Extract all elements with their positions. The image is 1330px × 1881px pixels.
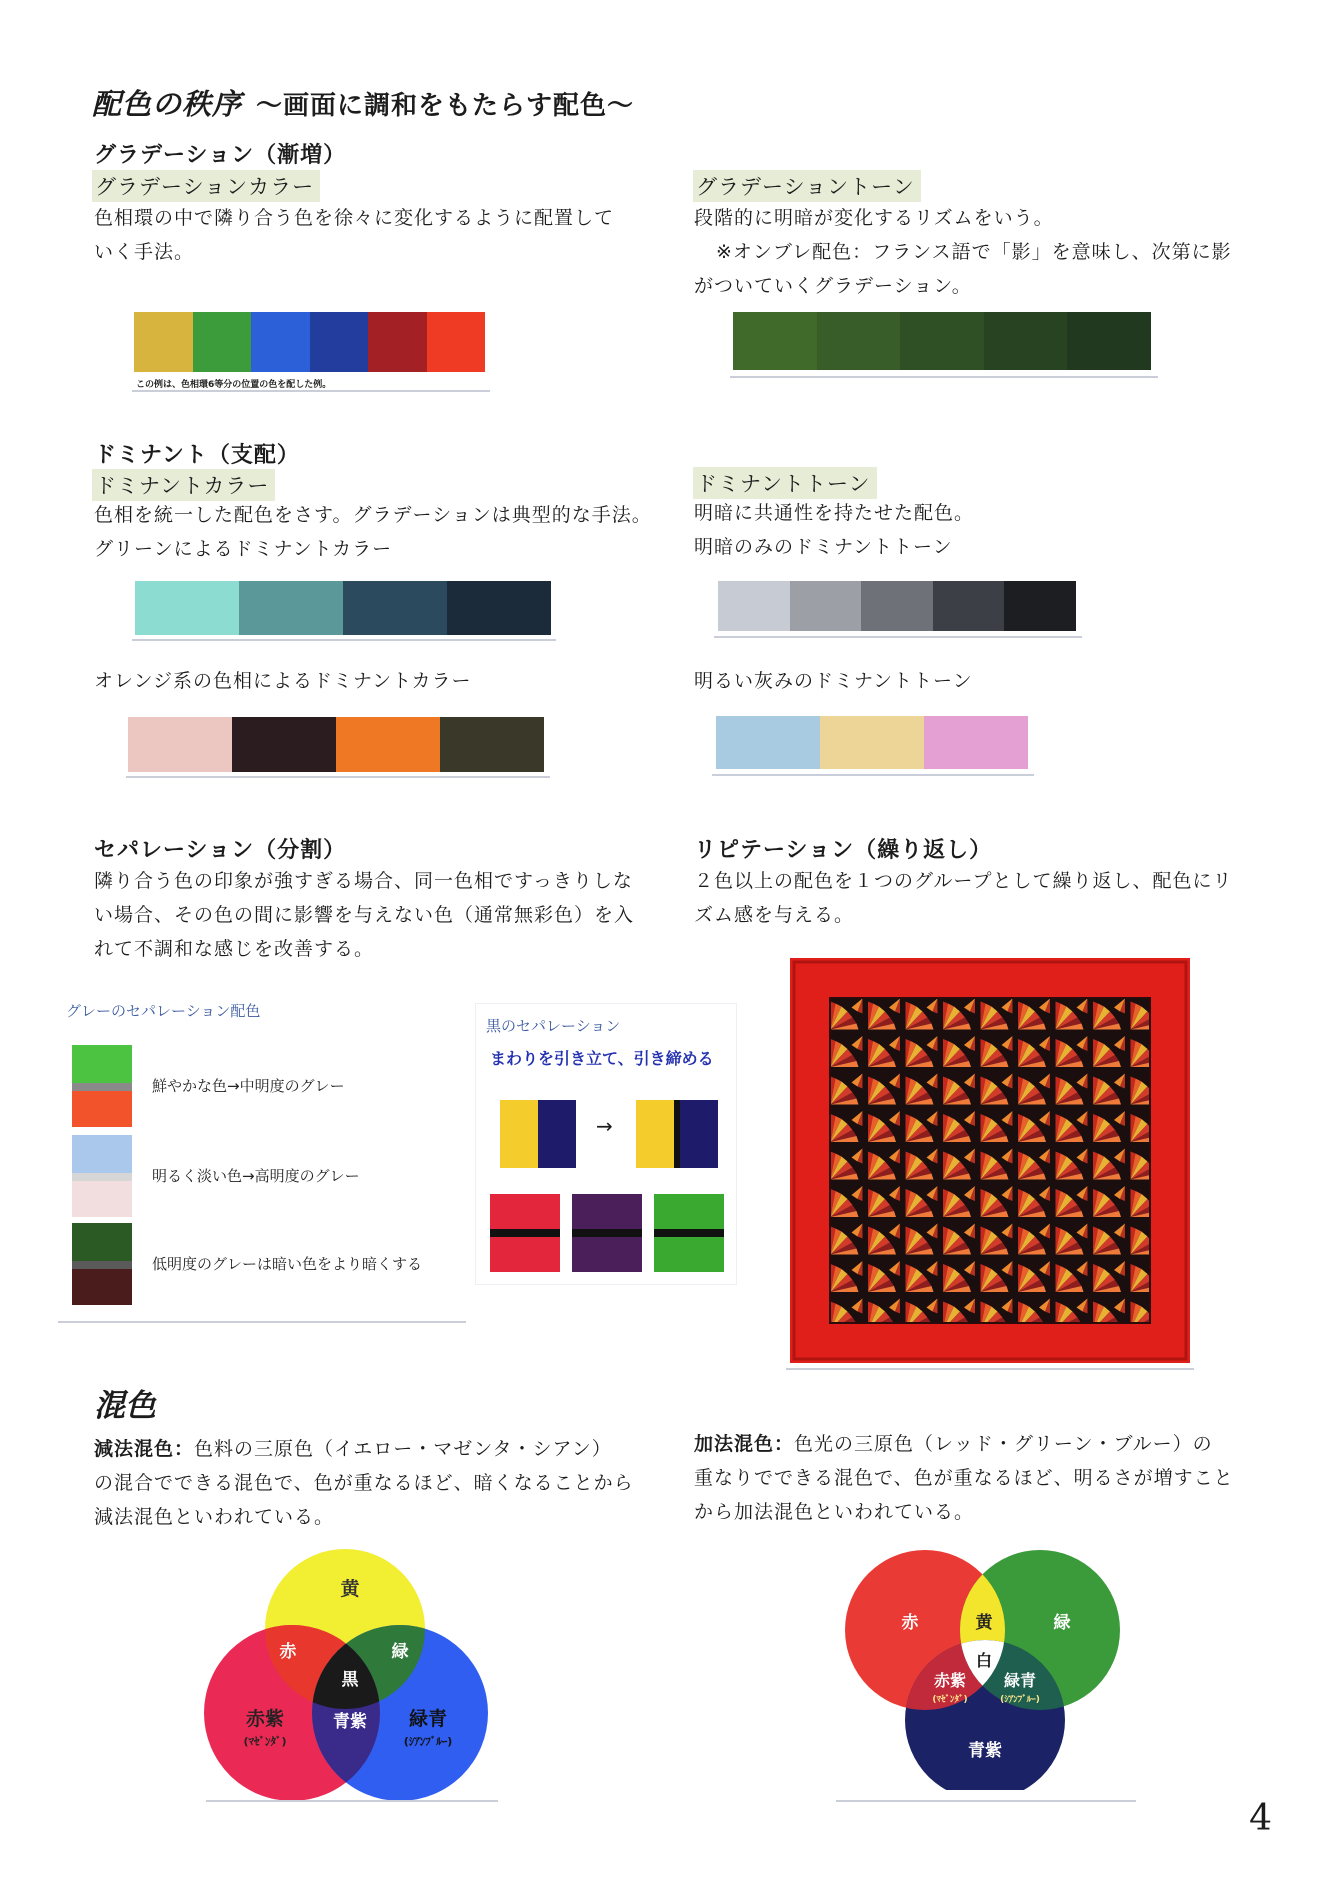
separation-swatch [72,1223,132,1305]
dominant-color-line2: グリーンによるドミナントカラー [94,538,393,560]
label-black: 黒 [341,1670,359,1690]
dominant-tone-divider [714,636,1082,638]
separation-heading: セパレーション（分割） [94,838,347,863]
separation-text [94,864,634,966]
repetition-heading: リピテーション（繰り返し） [694,838,993,863]
dominant-orange-divider [126,776,550,778]
color-swatch [336,717,440,772]
dominant-tone-label: ドミナントトーン [693,467,877,499]
color-swatch [733,312,817,370]
quilt-divider [786,1368,1194,1370]
dominant-orange-label: オレンジ系の色相によるドミナントカラー [94,670,472,692]
gradation-color-text [94,201,614,269]
color-swatch [368,312,427,372]
color-swatch [134,312,193,372]
separation-row-label: 明るく淡い色→高明度のグレー [152,1167,360,1185]
dominant-gray-divider [712,774,1034,776]
separation-swatch [72,1135,132,1217]
gradation-tone-label: グラデーショントーン [693,170,921,202]
gradation-color-divider [132,390,490,392]
separation-line3: れて不調和な感じを改善する。 [94,938,375,960]
label-cyan: 緑青 [1003,1671,1037,1690]
separation-swatch [72,1045,132,1127]
label-cyan-kana: (ｼｱﾝﾌﾞﾙｰ) [403,1735,453,1748]
dominant-tone-text [694,496,974,564]
gradation-tone-swatch-bar [733,312,1151,370]
dominant-tone-line2: 明暗のみのドミナントトーン [694,536,953,558]
gradation-color-line1: 色相環の中で隣り合う色を徐々に変化するように配置して [94,207,615,229]
label-white: 白 [975,1651,993,1670]
gradation-tone-line3: がついていくグラデーション。 [694,275,972,297]
subtractive-line3: 減法混色といわれている。 [94,1506,335,1528]
quilt-fan-pattern [830,998,1150,1323]
color-swatch [447,581,551,635]
gradation-color-line2: いく手法。 [94,241,195,263]
color-swatch [135,581,239,635]
label-red: 赤 [279,1642,297,1662]
black-separator-line [490,1229,560,1237]
color-swatch [440,717,544,772]
color-swatch [343,581,447,635]
color-swatch [817,312,901,370]
black-separation-subtitle: まわりを引き立て、引き締める [490,1049,714,1068]
repetition-text [694,864,1232,932]
dominant-tone-swatch-bar [718,581,1076,631]
additive-term: 加法混色： [694,1433,795,1455]
dominant-orange-swatch-bar [128,717,544,772]
gray-separation-title: グレーのセパレーション配色 [66,1002,261,1020]
subtractive-term: 減法混色： [94,1438,195,1460]
navy-swatch [538,1100,576,1168]
label-cyan-kana: (ｼｱﾝﾌﾞﾙｰ) [1000,1695,1040,1705]
gray-separation-divider [58,1321,466,1323]
subtractive-text [94,1432,634,1534]
separation-row-label: 鮮やかな色→中明度のグレー [152,1077,345,1095]
navy-swatch-separated [680,1100,718,1168]
subtractive-mixing-diagram [200,1545,500,1810]
black-separation-title: 黒のセパレーション [486,1017,621,1035]
dominant-heading: ドミナント（支配） [94,443,300,468]
label-magenta: 赤紫 [933,1671,967,1690]
gradation-tone-divider [730,376,1158,378]
page-title [92,82,634,123]
repetition-line2: ズム感を与える。 [694,904,855,926]
color-swatch [193,312,252,372]
gradation-heading: グラデーション（漸増） [94,143,347,168]
color-swatch [128,717,232,772]
label-green: 緑 [1053,1613,1071,1633]
label-yellow: 黄 [975,1613,993,1633]
color-swatch [239,581,343,635]
gradation-tone-line2: ※オンブレ配色：フランス語で「影」を意味し、次第に影 [716,241,1232,263]
color-swatch [820,716,924,769]
color-swatch [984,312,1068,370]
title-subtitle: 〜画面に調和をもたらす配色〜 [256,91,635,121]
color-swatch [790,581,862,631]
color-swatch [251,312,310,372]
dominant-color-label: ドミナントカラー [92,469,275,501]
label-magenta: 赤紫 [245,1708,285,1730]
label-magenta-kana: (ﾏｾﾞﾝﾀﾞ) [243,1735,287,1748]
color-swatch [718,581,790,631]
separation-row-label: 低明度のグレーは暗い色をより暗くする [152,1255,423,1273]
gray-separation-panel [58,995,468,1325]
color-swatch [933,581,1005,631]
color-swatch [716,716,820,769]
additive-mixing-diagram [840,1550,1140,1790]
black-separation-panel [475,1003,737,1285]
color-swatch [427,312,486,372]
gradation-color-swatch-bar [134,312,485,372]
repetition-line1: ２色以上の配色を１つのグループとして繰り返し、配色にリ [694,870,1233,892]
subtractive-line1: 色料の三原色（イエロー・マゼンタ・シアン） [194,1438,612,1460]
color-swatch [232,717,336,772]
label-magenta-kana: (ﾏｾﾞﾝﾀﾞ) [932,1695,968,1705]
arrow-icon: → [596,1114,613,1138]
color-swatch [310,312,369,372]
label-green: 緑 [391,1642,409,1662]
separation-line2: い場合、その色の間に影響を与えない色（通常無彩色）を入 [94,904,635,926]
dominant-tone-line1: 明暗に共通性を持たせた配色。 [694,502,975,524]
additive-line1: 色光の三原色（レッド・グリーン・ブルー）の [794,1433,1213,1455]
yellow-swatch [500,1100,538,1168]
repetition-quilt-image [790,958,1190,1363]
separation-line1: 隣り合う色の印象が強すぎる場合、同一色相ですっきりしな [94,870,633,892]
dominant-green-swatch-bar [135,581,551,635]
additive-line2: 重なりでできる混色で、色が重なるほど、明るさが増すこと [694,1467,1234,1489]
label-blue: 青紫 [968,1741,1002,1761]
page-number: 4 [1249,1798,1272,1839]
additive-text [694,1427,1234,1529]
color-swatch [924,716,1028,769]
mixing-heading: 混色 [94,1388,156,1424]
additive-divider [836,1800,1136,1802]
color-swatch [900,312,984,370]
color-swatch [1004,581,1076,631]
gradation-tone-text [694,201,1232,303]
label-yellow: 黄 [340,1578,360,1600]
dominant-gray-label: 明るい灰みのドミナントトーン [694,670,973,692]
gradation-tone-line1: 段階的に明暗が変化するリズムをいう。 [694,207,1054,229]
title-main: 配色の秩序 [92,87,243,121]
dominant-color-line1: 色相を統一した配色をさす。グラデーションは典型的な手法。 [94,504,652,526]
black-separator-line [654,1229,724,1237]
yellow-swatch-separated [636,1100,674,1168]
color-swatch [1067,312,1151,370]
dominant-green-divider [132,639,556,641]
label-red: 赤 [901,1613,919,1633]
additive-line3: から加法混色といわれている。 [694,1501,975,1523]
gradation-color-label: グラデーションカラー [92,170,320,202]
color-swatch [861,581,933,631]
gradation-color-caption: この例は、色相環6等分の位置の色を配した例。 [136,380,332,390]
black-separator-line [572,1229,642,1237]
label-blue-violet: 青紫 [333,1712,367,1732]
subtractive-line2: の混合でできる混色で、色が重なるほど、暗くなることから [94,1472,634,1494]
dominant-gray-swatch-bar [716,716,1028,769]
label-cyan: 緑青 [408,1708,448,1730]
subtractive-divider [206,1800,498,1802]
dominant-color-text [94,498,652,566]
